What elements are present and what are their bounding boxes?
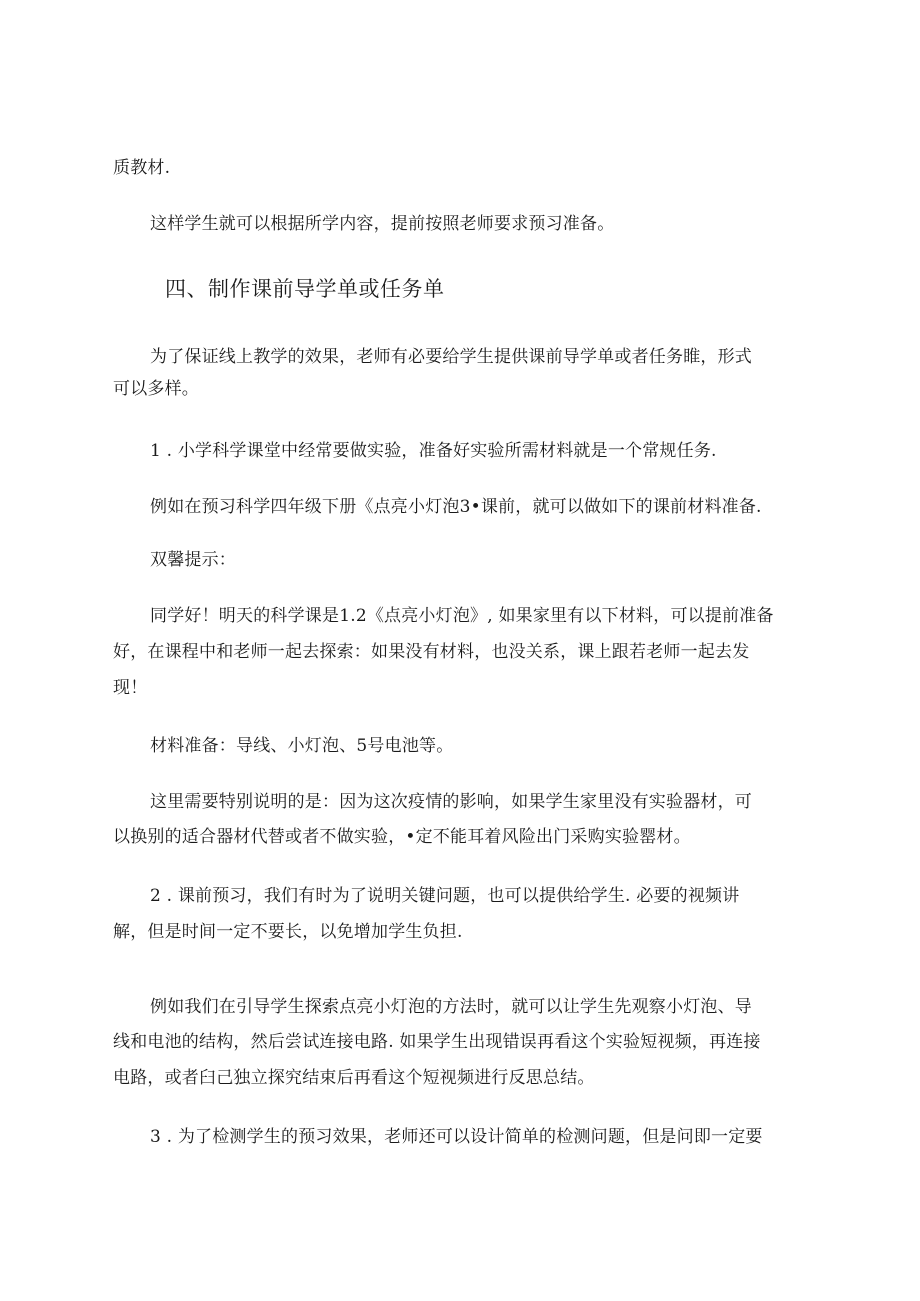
- paragraph-line: 例如在预习科学四年级下册《点亮小灯泡3•课前，就可以做如下的课前材料准备.: [150, 497, 762, 517]
- paragraph-line: 这里需要特别说明的是：因为这次疫情的影响，如果学生家里没有实验器材，可: [150, 792, 752, 812]
- paragraph-line: 线和电池的结构，然后尝试连接电路. 如果学生出现错误再看这个实验短视频，再连接: [113, 1032, 761, 1052]
- paragraph-line: 例如我们在引导学生探索点亮小灯泡的方法时，就可以让学生先观察小灯泡、导: [150, 997, 752, 1017]
- paragraph-line: 双馨提示：: [150, 550, 236, 570]
- section-heading: 四、制作课前导学单或任务单: [165, 277, 445, 301]
- paragraph-line: 为了保证线上教学的效果，老师有必要给学生提供课前导学单或者任务睢，形式: [150, 347, 752, 367]
- paragraph-line: 好，在课程中和老师一起去探索：如果没有材料，也没关系，课上跟若老师一起去发: [113, 642, 750, 662]
- paragraph-line: 解，但是时间一定不要长，以免增加学生负担.: [113, 922, 463, 942]
- paragraph-line: 材料准备：导线、小灯泡、5号电池等。: [150, 736, 454, 756]
- list-item-line: 1 . 小学科学课堂中经常要做实验，准备好实验所需材料就是一个常规任务.: [150, 441, 717, 461]
- paragraph-line: 现！: [113, 678, 148, 698]
- paragraph-line: 这样学生就可以根据所学内容，提前按照老师要求预习准备。: [150, 214, 615, 234]
- paragraph-line: 以换别的适合器材代替或者不做实验，•定不能耳着风险出门采购实验罂材。: [113, 827, 691, 847]
- paragraph-line: 同学好！明天的科学课是1.2《点亮小灯泡》, 如果家里有以下材料，可以提前准备: [150, 606, 774, 626]
- list-item-line: 3 . 为了检测学生的预习效果，老师还可以设计简单的检测问题，但是问即一定要: [150, 1127, 763, 1147]
- paragraph-line: 可以多样。: [113, 379, 199, 399]
- paragraph-line: 质教材.: [113, 158, 171, 178]
- list-item-line: 2 . 课前预习，我们有时为了说明关键问题，也可以提供给学生. 必要的视频讲: [150, 886, 740, 906]
- paragraph-line: 电路，或者臼己独立探究结束后再看这个短视频进行反思总结。: [113, 1068, 595, 1088]
